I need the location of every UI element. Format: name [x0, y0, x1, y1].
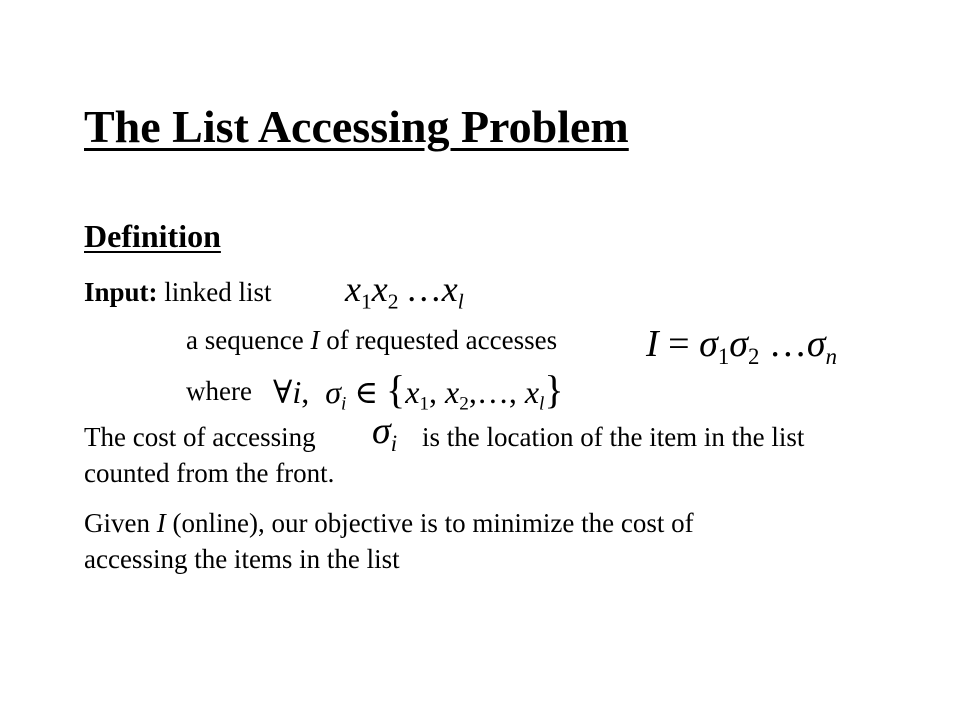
- cost-text-part1: The cost of accessing: [84, 422, 316, 452]
- cost-formula: $\sigma_i$: [372, 410, 398, 456]
- objective-line2: accessing the items in the list: [84, 544, 400, 574]
- input-line: [84, 279, 272, 306]
- list-formula: $x_1x_2$ $\dots x_l$: [345, 269, 464, 314]
- cost-text-line2: counted from the front.: [84, 458, 335, 488]
- cost-text-part2: is the location of the item in the list: [422, 422, 805, 452]
- objective-line1: Given I (online), our objective is to minimize the cost of: [84, 508, 694, 538]
- input-text: linked list: [164, 277, 272, 307]
- input-label: Input:: [84, 277, 158, 307]
- slide-title: The List Accessing Problem: [84, 101, 629, 152]
- where-text: where: [186, 376, 252, 406]
- where-formula: ∀i, $\sigma_i$ ∈ {$x_1$, $x_2,\dots$, $x_l$}: [273, 367, 564, 415]
- sequence-formula: $I = \sigma_1\sigma_2$ $\dots\sigma_n$: [646, 323, 838, 369]
- section-heading: Definition: [84, 218, 221, 254]
- sequence-text: a sequence I of requested accesses: [186, 325, 558, 355]
